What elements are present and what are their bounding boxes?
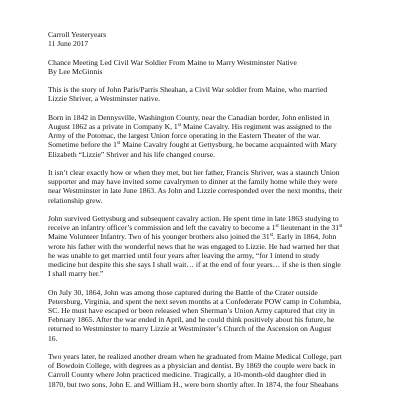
paragraph-2: Born in 1842 in Dennysville, Washington County, near the Canadian border, John enlisted in August 1862 as a private in Company K, 1st Maine Cavalry. His regiment was assigned to the Army of the Potomac, the largest Union force operating in the Eastern Theater of the war. Sometime before the 1st Maine Cavalry fought at Gettysburg, he became acquainted with Mary Elizabeth “Lizzie” Shriver and his life changed course. xyxy=(48,112,337,159)
publication-name: Carroll Yesteryears xyxy=(48,30,107,39)
paragraph-6: Two years later, he realized another dream when he graduated from Maine Medical College, part of Bowdoin College, with degrees as a physician and dentist. By 1869 the couple were back in Carroll County where John practiced medicine. Tragically, a 10-month-old daughter died in 1870, but two sons, John E. and William H., were born shortly after. In 1874, the four Sheahans xyxy=(48,352,342,389)
article-byline: By Lee McGinnis xyxy=(48,66,103,76)
paragraph-4: John survived Gettysburg and subsequent cavalry action. He spent time in late 1863 studying to receive an infantry officer’s commission and left the cavalry to become a 1st lieutenant in the 31st Maine Volunteer Infantry. Two of his younger brothers also joined the 31st. Early in 1864, John wrote his father with the wonderful news that he was engaged to Lizzie. He had warned her that he was unable to get married until four years after leaving the army, “for I intend to study medicine but despite this she says I shall wait… if at the end of four years… if she is then single I shall marry her.” xyxy=(48,213,343,279)
article-body xyxy=(48,85,358,389)
paragraph-1: This is the story of John Paris/Parris Sheahan, a Civil War soldier from Maine, who married Lizzie Shriver, a Westminster native. xyxy=(48,85,328,104)
title-block xyxy=(48,58,358,76)
article-title: Chance Meeting Led Civil War Soldier From Maine to Marry Westminster Native xyxy=(48,57,297,67)
publication-date: 11 June 2017 xyxy=(48,39,89,49)
paragraph-3: It isn’t clear exactly how or when they met, but her father, Francis Shriver, was a staunch Union supporter and may have invited some cavalrymen to dinner at the family home while they were near Westminster in late June 1863. As John and Lizzie corresponded over the next months, their relationship grew. xyxy=(48,167,343,205)
header-block xyxy=(48,30,358,48)
paragraph-5: On July 30, 1864, John was among those captured during the Battle of the Crater outside Petersburg, Virginia, and spent the next seven months at a Confederate POW camp in Columbia, SC. He must have escaped or been released when Sherman’s Union Army captured that city in February 1865. After the war ended in April, and he could think positively about his future, he returned to Westminster to marry Lizzie at Westminster’s Church of the Ascension on August 16. xyxy=(48,287,342,343)
